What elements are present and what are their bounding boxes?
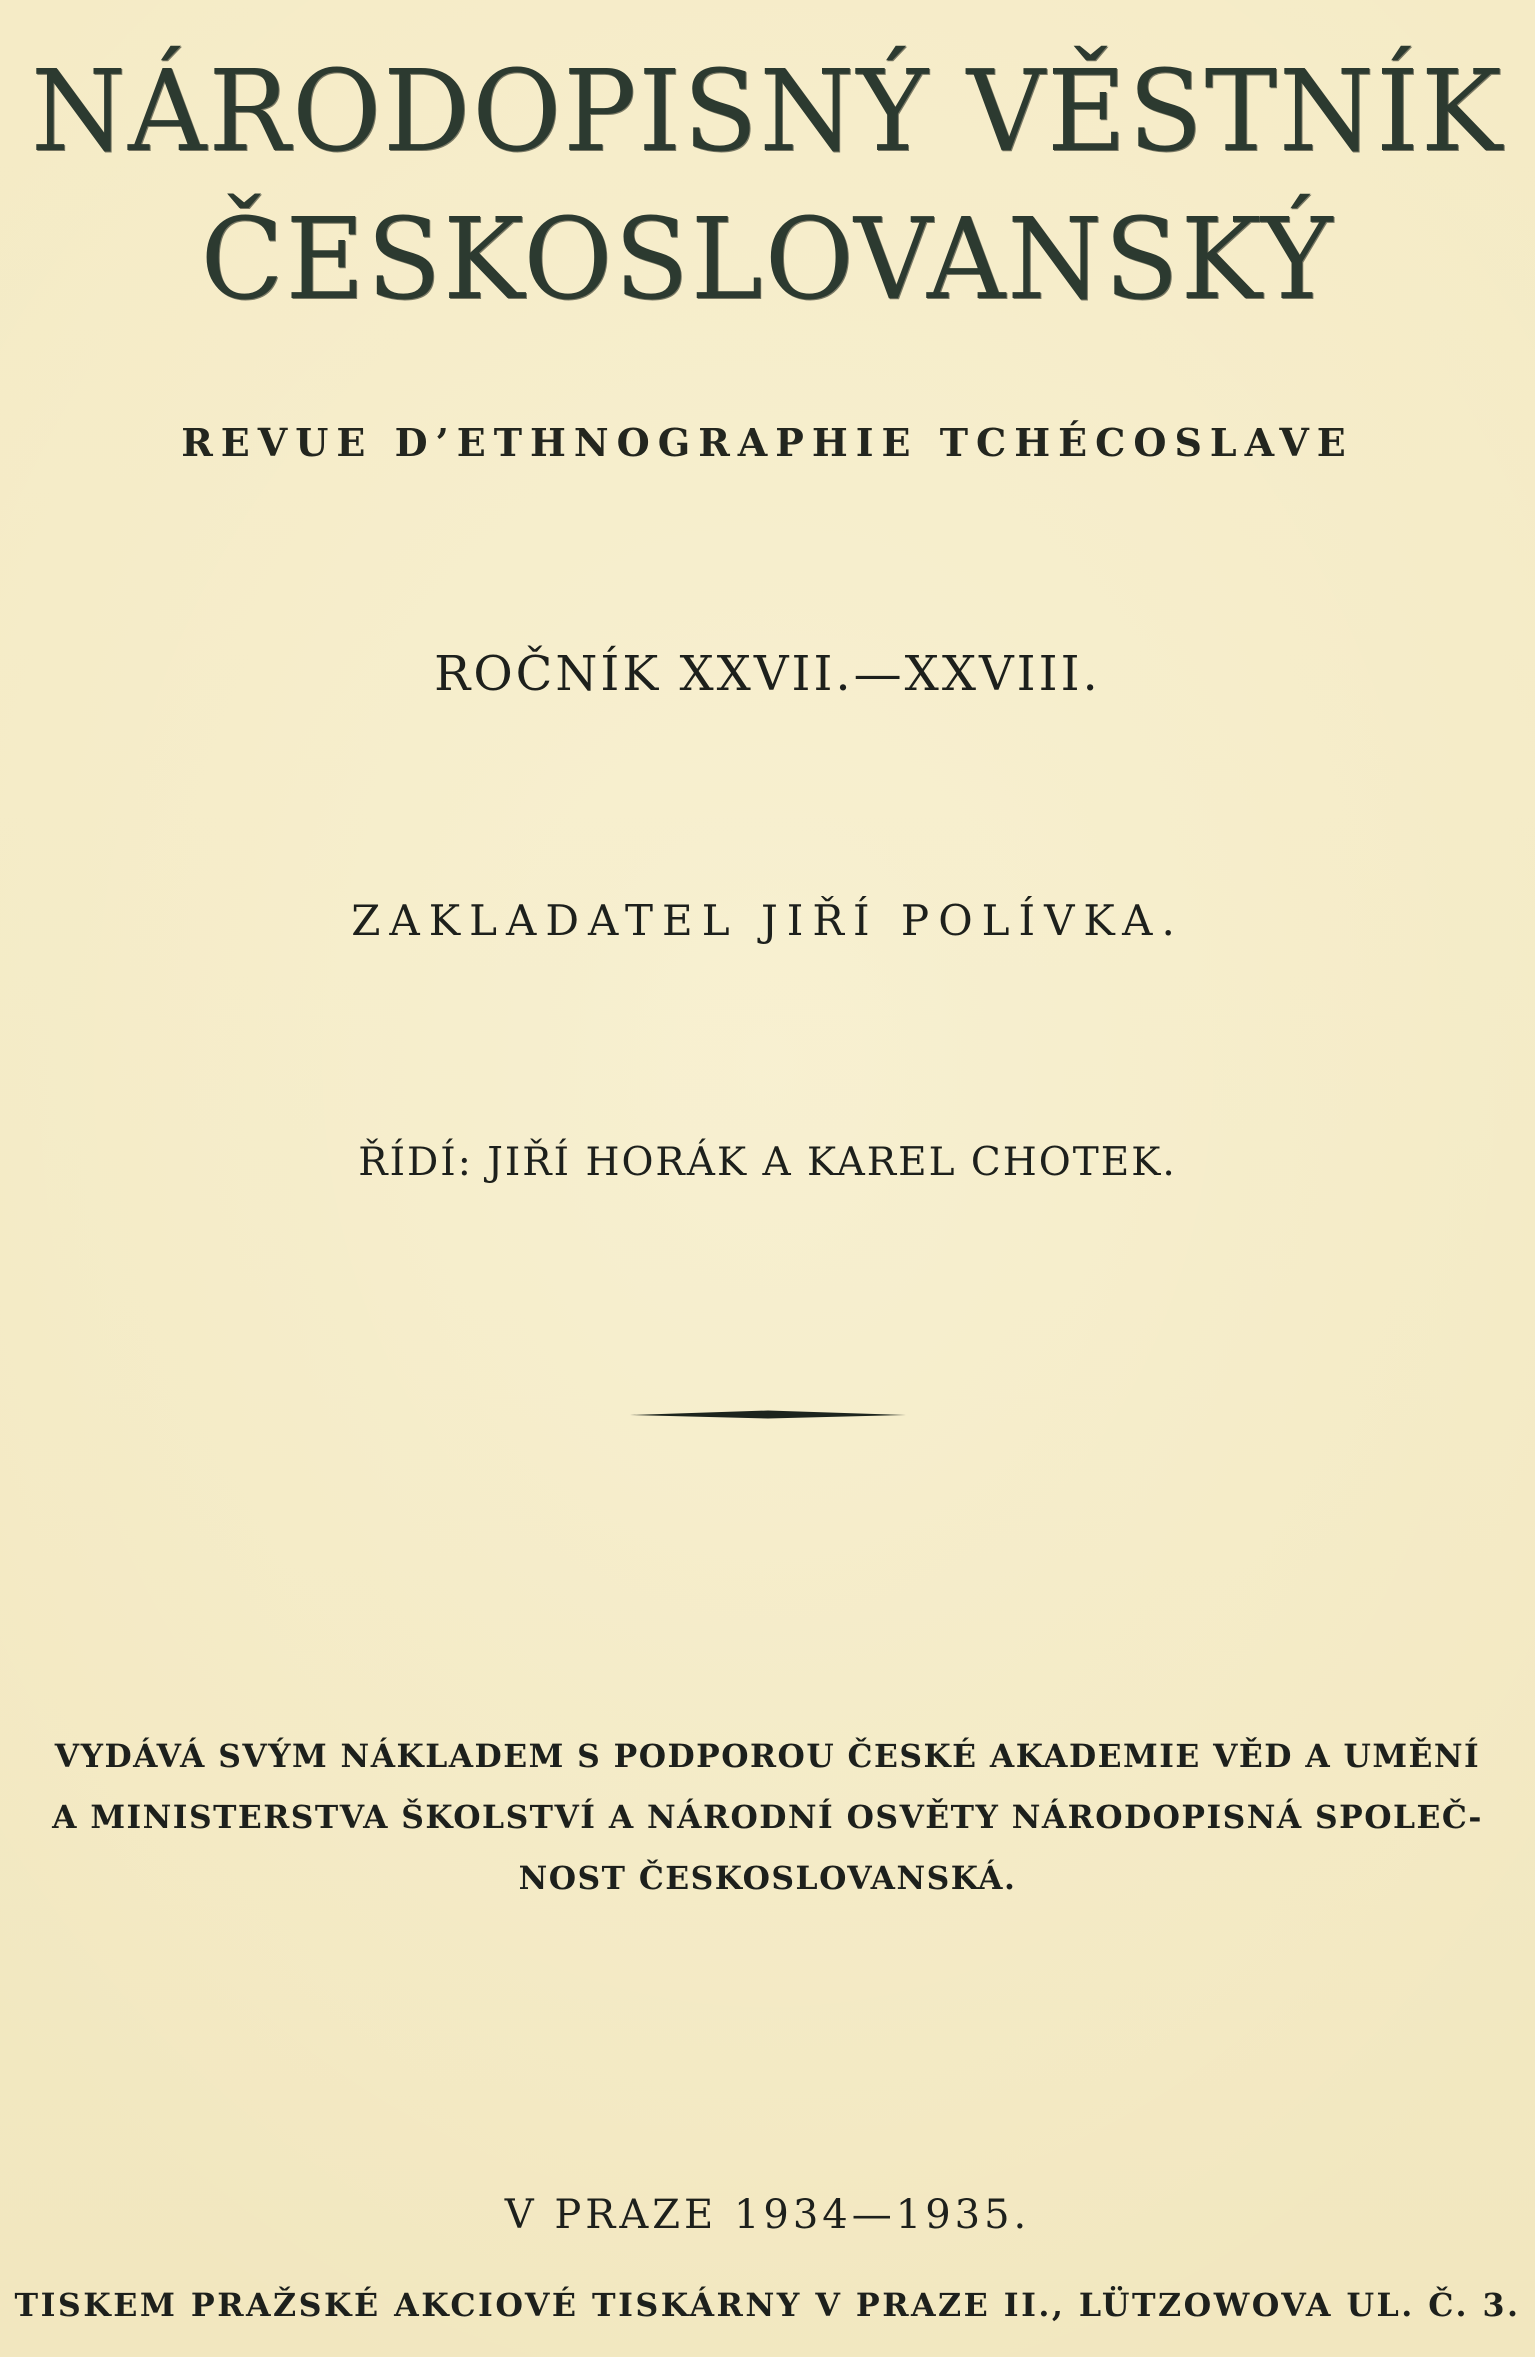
journal-subtitle-french: REVUE D’ETHNOGRAPHIE TCHÉCOSLAVE: [181, 420, 1354, 465]
editors-line: ŘÍDÍ: JIŘÍ HORÁK A KAREL CHOTEK.: [358, 1140, 1177, 1185]
publisher-statement-line2: A MINISTERSTVA ŠKOLSTVÍ A NÁRODNÍ OSVĚTY NÁRODOPISNÁ SPOLEČ-: [52, 1798, 1483, 1836]
publisher-statement: [0, 1726, 1535, 1909]
publisher-statement-line3: NOST ČESKOSLOVANSKÁ.: [518, 1859, 1017, 1897]
journal-title-line2: ČESKOSLOVANSKÝ: [200, 195, 1335, 325]
publisher-statement-line1: VYDÁVÁ SVÝM NÁKLADEM S PODPOROU ČESKÉ AKADEMIE VĚD A UMĚNÍ: [54, 1737, 1481, 1775]
imprint-place-year: V PRAZE 1934—1935.: [504, 2192, 1031, 2238]
volume-line: ROČNÍK XXVII.—XXVIII.: [434, 646, 1101, 702]
tapered-rule-shape: [628, 1409, 908, 1421]
journal-title: [23, 38, 1512, 334]
journal-title-line1: NÁRODOPISNÝ VĚSTNÍK: [31, 47, 1504, 177]
founder-line: ZAKLADATEL JIŘÍ POLÍVKA.: [351, 896, 1184, 945]
printer-line: TISKEM PRAŽSKÉ AKCIOVÉ TISKÁRNY V PRAZE II., LÜTZOWOVA UL. Č. 3.: [14, 2286, 1521, 2324]
tapered-rule-divider: [0, 1404, 1535, 1426]
